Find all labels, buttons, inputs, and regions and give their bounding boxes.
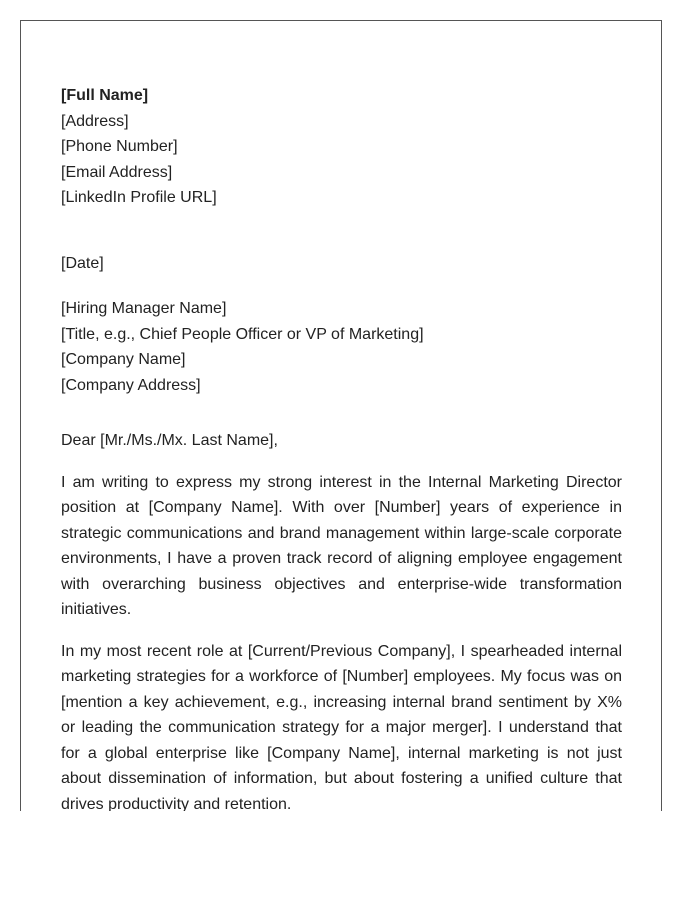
body-paragraph-2: In my most recent role at [Current/Previous Company], I spearheaded internal marketing strategies for a workforce of [Number] employees. My focus was on [mention a key achievement, e.g., increasing internal brand sentiment by X% or leading the communication strategy for a major merger]. I understand that for a global enterprise like [Company Name], internal marketing is not just about dissemination of information, but about fostering a unified culture that drives productivity and retention.	[61, 642, 622, 811]
spacer	[61, 276, 622, 296]
sender-full-name: [Full Name]	[61, 87, 149, 104]
recipient-company-address: [Company Address]	[61, 376, 201, 394]
sender-address: [Address]	[61, 112, 129, 130]
sender-block	[61, 83, 622, 211]
body-paragraph-1: I am writing to express my strong interest in the Internal Marketing Director position at [Company Name]. With over [Number] years of experience in strategic communications and brand management within large-scale corporate environments, I have a proven track record of aligning employee engagement with overarching business objectives and enterprise-wide transformation initiatives.	[61, 473, 622, 618]
spacer	[61, 211, 622, 251]
letter-page	[20, 20, 662, 811]
letter-content	[61, 83, 622, 811]
sender-linkedin: [LinkedIn Profile URL]	[61, 189, 217, 206]
recipient-title: [Title, e.g., Chief People Officer or VP of Marketing]	[61, 325, 424, 343]
sender-phone: [Phone Number]	[61, 138, 178, 155]
salutation: Dear [Mr./Ms./Mx. Last Name],	[61, 432, 278, 449]
recipient-block	[61, 296, 622, 398]
recipient-company: [Company Name]	[61, 351, 186, 368]
recipient-name: [Hiring Manager Name]	[61, 300, 227, 317]
letter-date: [Date]	[61, 254, 104, 272]
sender-email: [Email Address]	[61, 163, 173, 181]
spacer	[61, 398, 622, 428]
spacer	[61, 454, 622, 470]
